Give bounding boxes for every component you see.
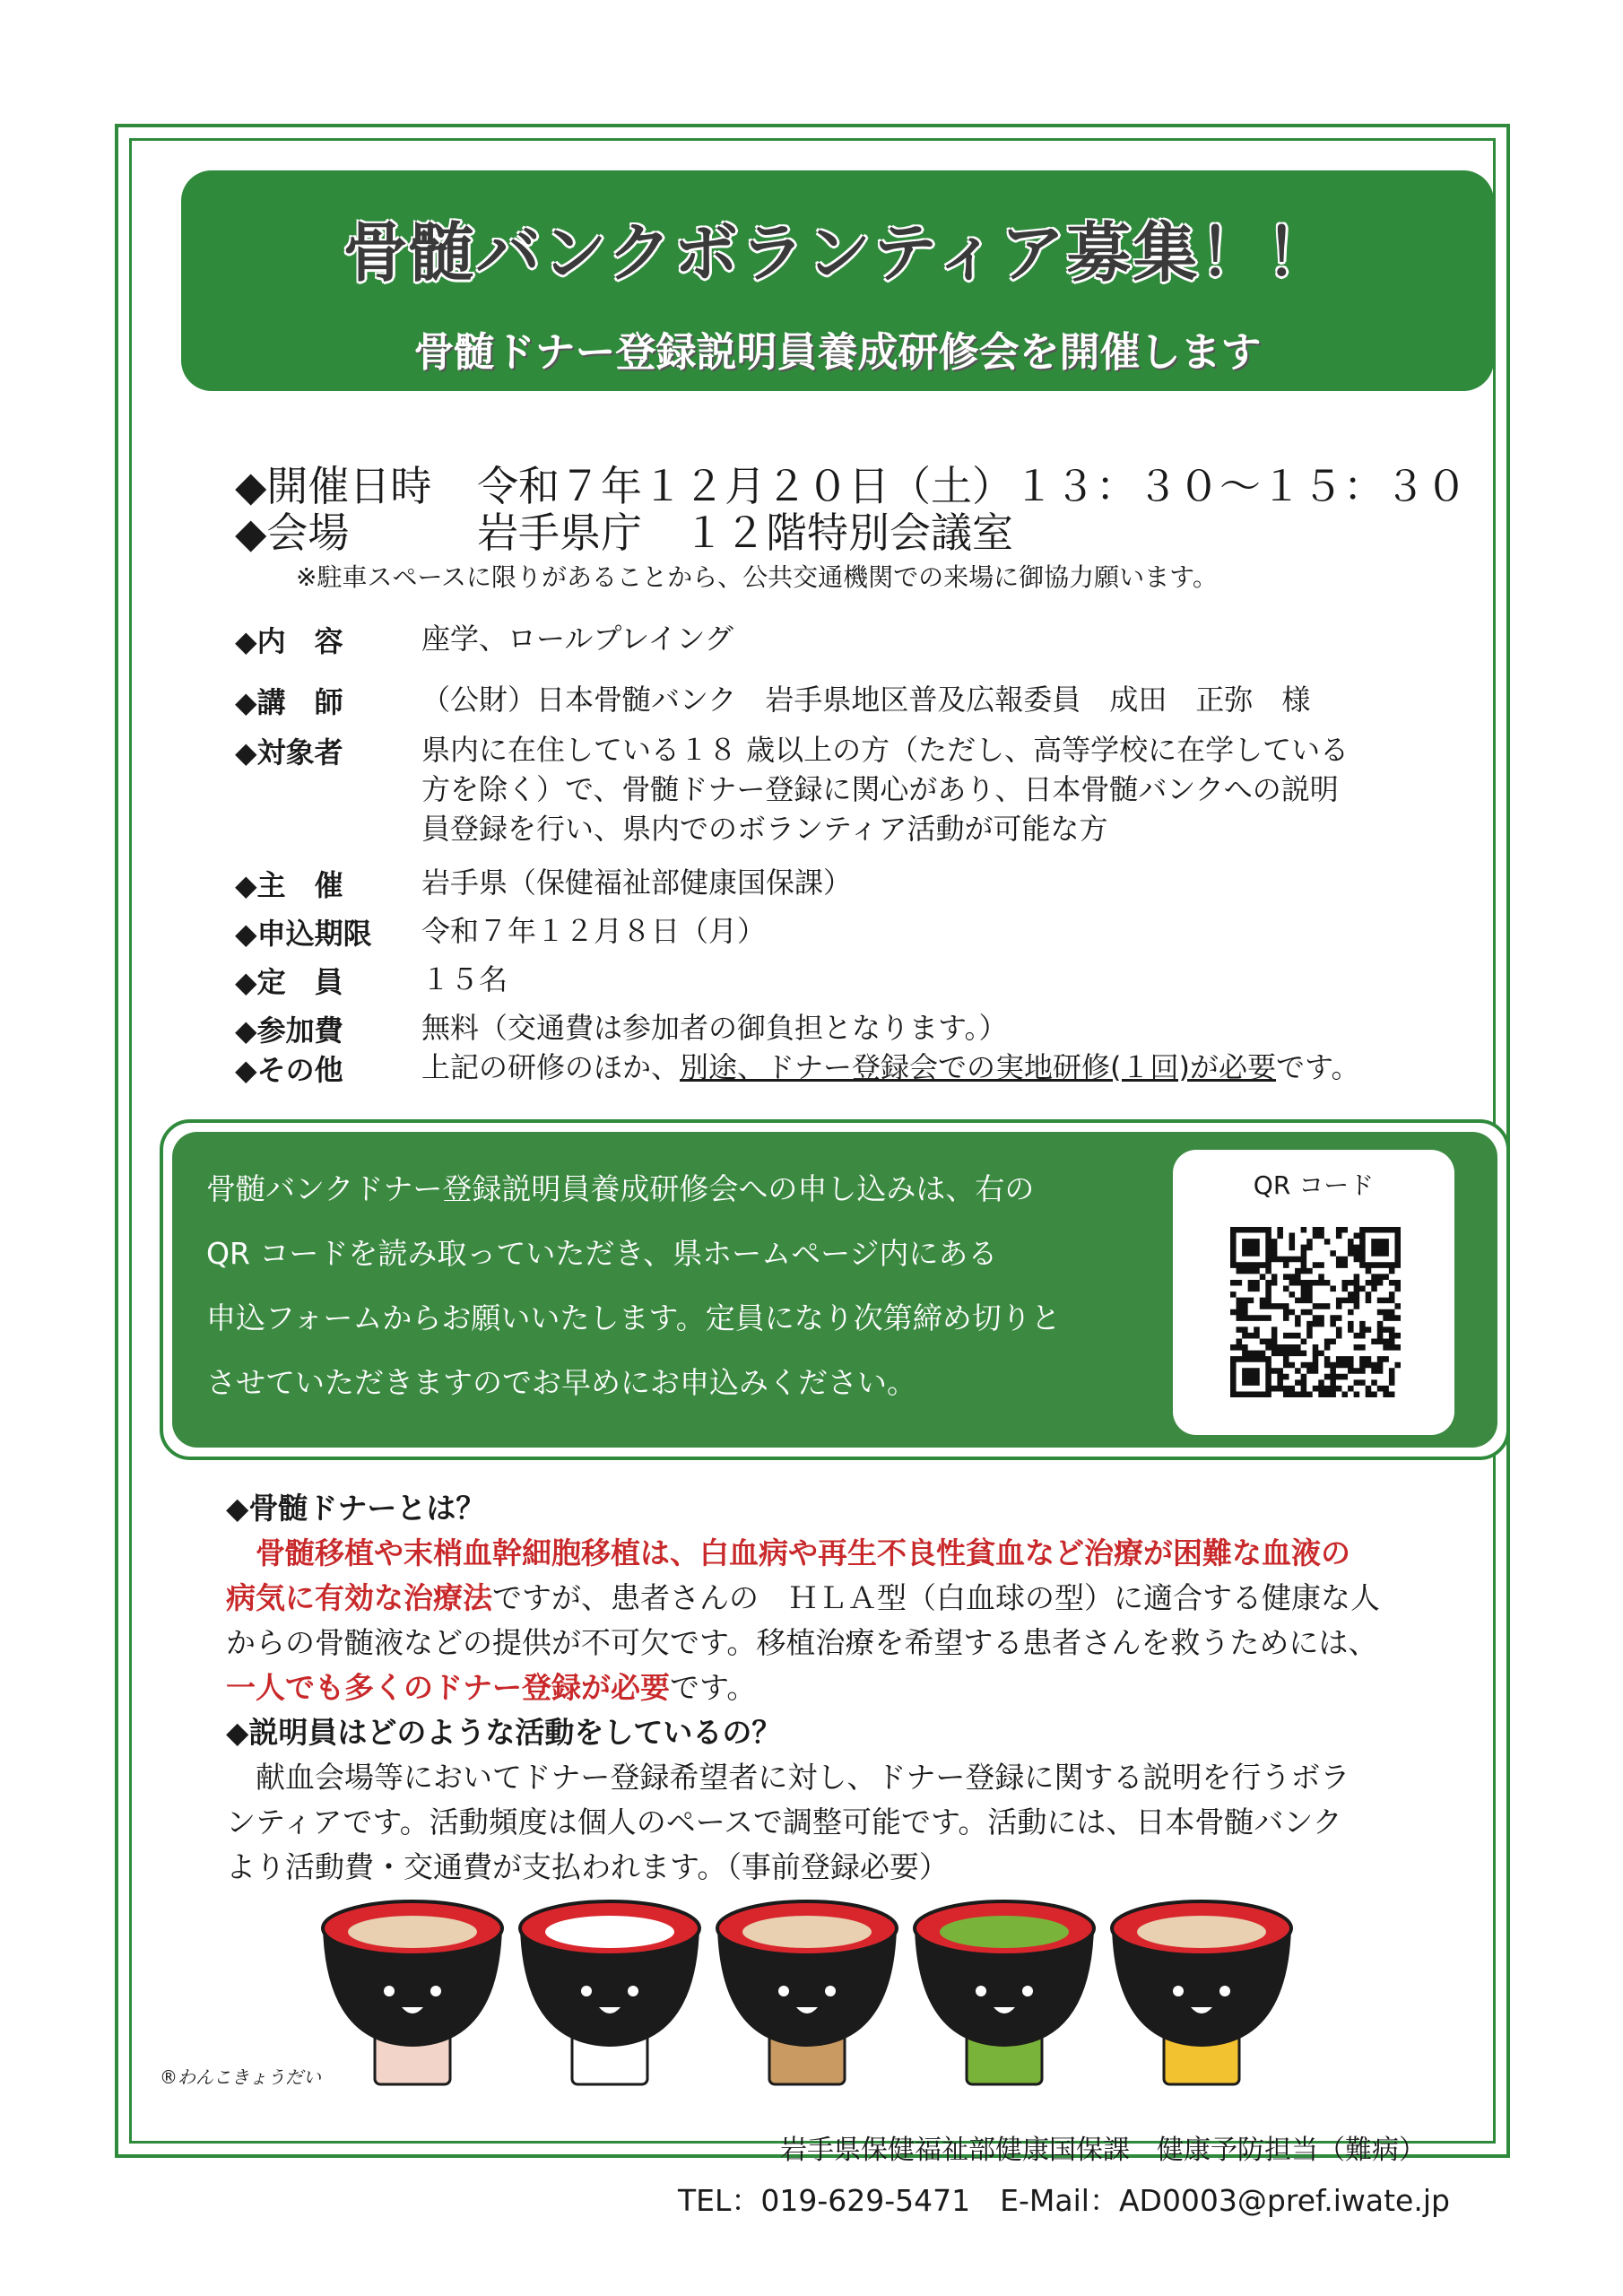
eye [976,1986,986,1996]
eye [628,1986,638,1996]
lecturer-value: （公財）日本骨髄バンク 岩手県地区普及広報委員 成田 正弥 様 [421,683,1311,717]
qr-label[interactable]: QR コード [1253,1170,1375,1200]
page-subtitle: 骨髄ドナー登録説明員養成研修会を開催します [413,328,1262,376]
donor-emphasis: 病気に有効な治療法 [226,1580,492,1615]
event-venue-label: ◆会場 [235,509,350,557]
apply-line: 骨髄バンクドナー登録説明員養成研修会への申し込みは、右の [206,1171,1035,1206]
lecturer-label: ◆講 師 [235,685,343,719]
eye [1219,1986,1230,1996]
eye [430,1986,441,1996]
eye [825,1986,836,1996]
host-label: ◆主 催 [235,868,343,902]
apply-line: 申込フォームからお願いいたします。定員になり次第締め切りと [206,1300,1061,1335]
target-label: ◆対象者 [235,735,343,770]
explainer-line: ンティアです。活動頻度は個人のペースで調整可能です。活動には、日本骨髄バンク [226,1805,1342,1839]
eye [384,1986,395,1996]
bowl-food [940,1916,1069,1948]
deadline-value: 令和７年１２月８日（月） [421,914,767,948]
bowl-food [348,1916,477,1948]
donor-line [226,1665,756,1707]
bowl-food [545,1916,674,1948]
other-value-underlined: 別途、ドナー登録会での実地研修(１回)が必要 [680,1050,1276,1084]
donor-text: です。 [670,1670,757,1705]
target-line: 県内に在住している１８ 歳以上の方（ただし、高等学校に在学している [421,733,1350,767]
explainer-line: より活動費・交通費が支払われます。（事前登録必要） [226,1849,949,1884]
other-label: ◆その他 [235,1053,343,1087]
donor-emphasis: 一人でも多くのドナー登録が必要 [226,1670,670,1705]
event-date-value: 令和７年１２月２０日（土）１３：３０～１５：３０ [477,462,1467,510]
eye [1173,1986,1184,1996]
bowl-mascot-4 [915,1901,1094,2084]
event-venue-value: 岩手県庁 １２階特別会議室 [477,509,1013,557]
page-title: 骨髄バンクボランティア募集！！ [343,215,1332,291]
event-date-label: ◆開催日時 [235,462,432,510]
bowl-mascot-1 [323,1901,502,2084]
target-line: 方を除く）で、骨髄ドナー登録に関心があり、日本骨髄バンクへの説明 [421,772,1339,806]
other-value-suffix: です。 [1276,1050,1360,1084]
bowl-food [1137,1916,1266,1948]
capacity-value: １５名 [421,962,508,996]
bowl-mascot-3 [717,1901,897,2084]
host-value: 岩手県（保健福祉部健康国保課） [421,865,853,900]
content-label: ◆内 容 [235,624,343,658]
capacity-label: ◆定 員 [235,965,343,999]
fee-label: ◆参加費 [235,1013,343,1048]
footer-department: 岩手県保健福祉部健康国保課 健康予防担当（難病） [780,2135,1426,2166]
donor-line: からの骨髄液などの提供が不可欠です。移植治療を希望する患者さんを救うためには、 [226,1625,1378,1660]
apply-line: QR コードを読み取っていただき、県ホームページ内にある [206,1236,998,1271]
bowl-food [742,1916,872,1948]
target-line: 員登録を行い、県内でのボランティア活動が可能な方 [421,812,1108,846]
donor-line [226,1575,1380,1617]
donor-line: 骨髄移植や末梢血幹細胞移植は、白血病や再生不良性貧血など治療が困難な血液の [226,1535,1350,1570]
qr-modules [1230,1227,1401,1397]
eye [778,1986,789,1996]
apply-line: させていただきますのでお早めにお申込みください。 [206,1365,916,1400]
explainer-heading: ◆説明員はどのような活動をしているの？ [226,1715,782,1750]
event-venue-row [235,500,1013,560]
eye [1022,1986,1033,1996]
eye [581,1986,592,1996]
bowl-mascot-5 [1112,1901,1291,2084]
mascot-credit: ®わんこきょうだい [160,2066,321,2088]
donor-text: ですが、患者さんの ＨＬＡ型（白血球の型）に適合する健康な人 [492,1580,1380,1615]
explainer-line: 献血会場等においてドナー登録希望者に対し、ドナー登録に関する説明を行うボラ [226,1760,1350,1795]
deadline-label: ◆申込期限 [235,917,372,951]
content-value: 座学、ロールプレイング [421,622,733,656]
bowl-mascot-2 [520,1901,699,2084]
qr-panel [1173,1150,1454,1435]
fee-value: 無料（交通費は参加者の御負担となります。） [421,1011,1008,1045]
donor-heading: ◆骨髄ドナーとは？ [226,1491,486,1526]
title-banner [181,170,1494,391]
footer-contact[interactable]: TEL：019-629-5471 E-Mail：AD0003@pref.iwate.jp [678,2183,1450,2218]
other-value-prefix: 上記の研修のほか、 [421,1050,681,1084]
mascot-illustration [314,1892,1318,2099]
parking-note: ※駐車スペースに限りがあることから、公共交通機関での来場に御協力願います。 [296,562,1218,592]
other-value [421,1048,1359,1087]
target-value [421,730,1349,848]
qr-code-icon[interactable] [1230,1227,1401,1397]
